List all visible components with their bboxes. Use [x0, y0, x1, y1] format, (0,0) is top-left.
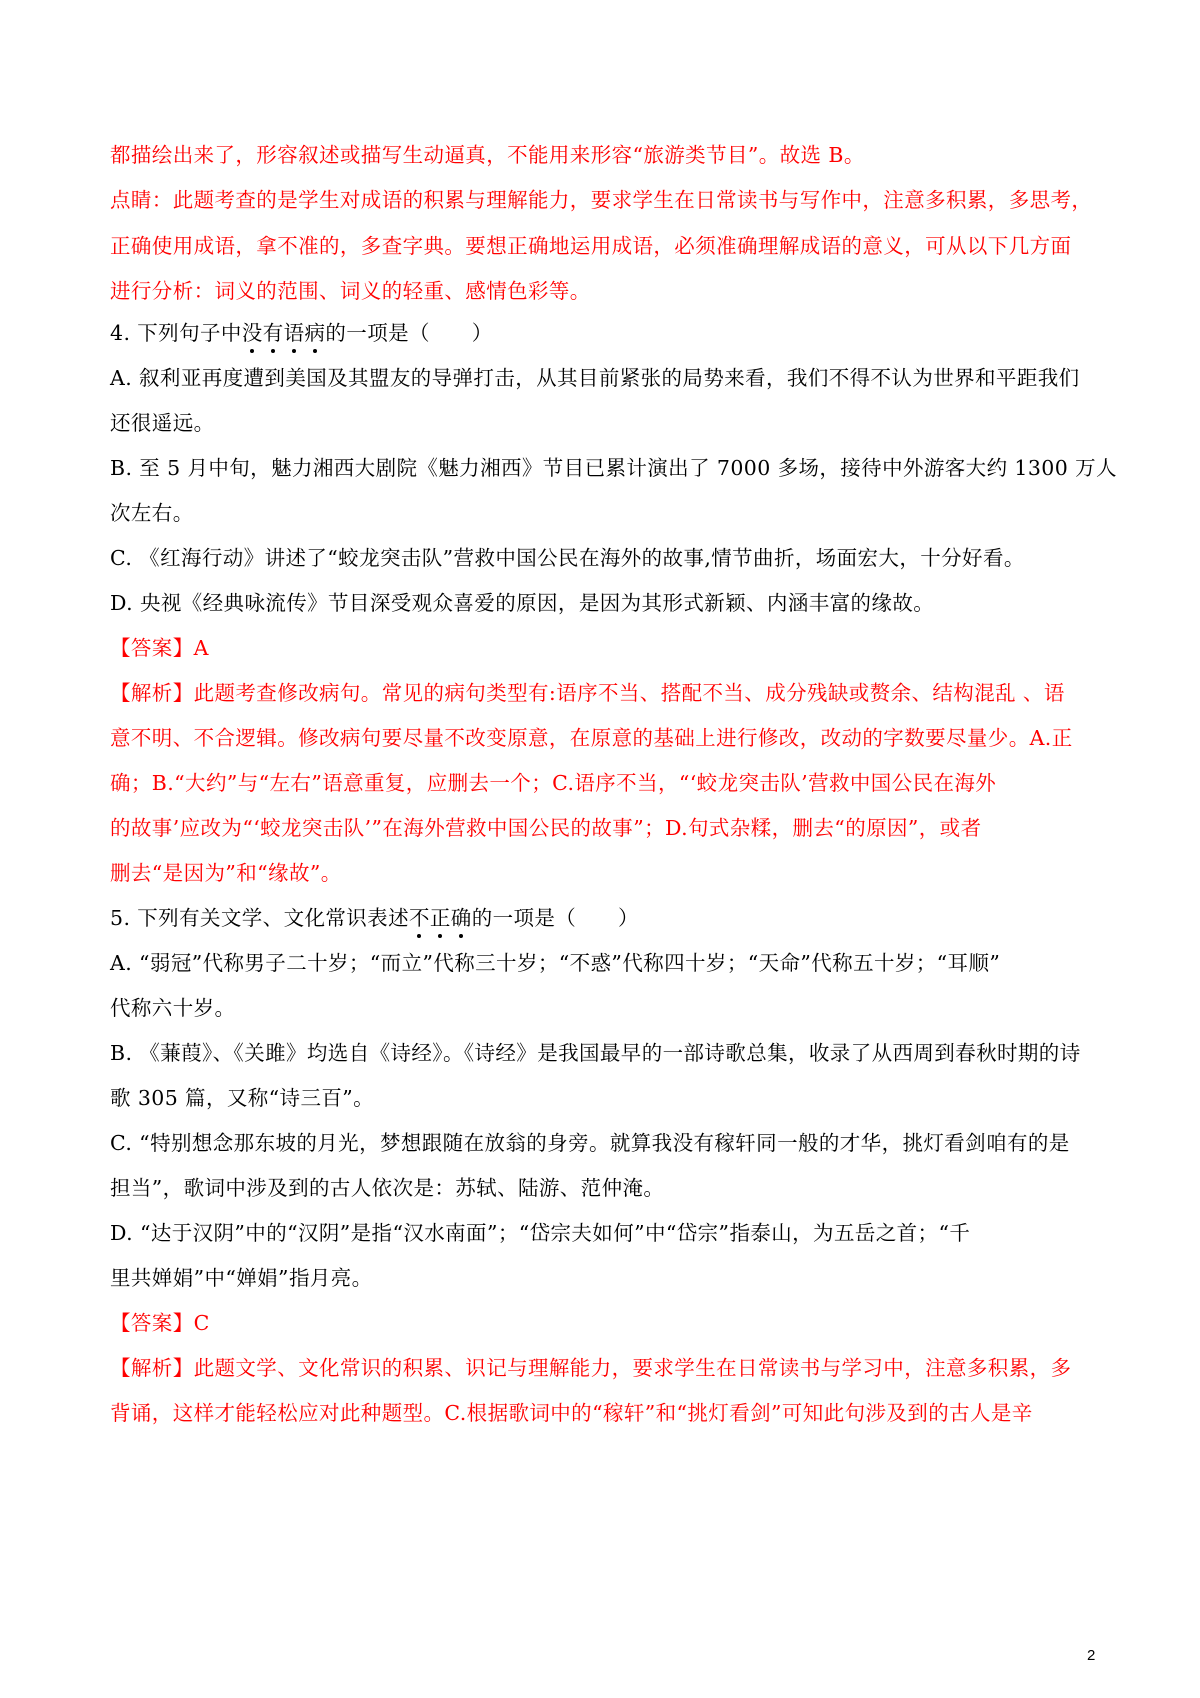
- q5-option-b-line-2: 歌 305 篇，又称“诗三百”。: [110, 1086, 375, 1110]
- q5-option-a-line-2: 代称六十岁。: [110, 996, 236, 1020]
- q5-option-c-line-1: C. “特别想念那东坡的月光，梦想跟随在放翁的身旁。就算我没有稼轩同一般的才华，挑灯看剑咱有的是: [110, 1131, 1070, 1155]
- q4-option-c: C. 《红海行动》讲述了“蛟龙突击队”营救中国公民在海外的故事,情节曲折，场面宏大，十分好看。: [110, 546, 1025, 570]
- q4-answer: 【答案】A: [110, 636, 209, 660]
- q4-emphasis-char: 语: [283, 321, 305, 345]
- q5-emphasis-char: 确: [450, 906, 472, 930]
- q5-explanation-line-2: 背诵，这样才能轻松应对此种题型。C.根据歌词中的“稼轩”和“挑灯看剑”可知此句涉及到的古人是辛: [110, 1401, 1033, 1425]
- q3-tip-line-1: 点睛：此题考查的是学生对成语的积累与理解能力，要求学生在日常读书与写作中，注意多积累，多思考，: [110, 188, 1093, 212]
- q4-stem-pre: 4. 下列句子中: [110, 321, 242, 345]
- q5-answer: 【答案】C: [110, 1311, 210, 1335]
- q5-option-d-line-1: D. “达于汉阴”中的“汉阴”是指“汉水南面”；“岱宗夫如何”中“岱宗”指泰山，为五岳之首；“千: [110, 1221, 971, 1245]
- page-number: 2: [1087, 1647, 1096, 1664]
- q4-stem-post: 的一项是（ ）: [325, 321, 493, 345]
- q4-emphasis-char: 有: [262, 321, 284, 345]
- q4-option-d: D. 央视《经典咏流传》节目深受观众喜爱的原因，是因为其形式新颖、内涵丰富的缘故。: [110, 591, 935, 615]
- q4-option-a-line-2: 还很遥远。: [110, 411, 215, 435]
- q5-stem-pre: 5. 下列有关文学、文化常识表述: [110, 906, 409, 930]
- q5-option-d-line-2: 里共婵娟”中“婵娟”指月亮。: [110, 1266, 373, 1290]
- q5-option-b-line-1: B. 《蒹葭》、《关雎》均选自《诗经》。《诗经》是我国最早的一部诗歌总集，收录了从西周到春秋时期的诗: [110, 1041, 1081, 1065]
- q4-explanation-line-1: 【解析】此题考查修改病句。常见的病句类型有:语序不当、搭配不当、成分残缺或赘余、结构混乱 、语: [110, 681, 1065, 705]
- q3-tip-line-2: 正确使用成语，拿不准的，多查字典。要想正确地运用成语，必须准确理解成语的意义，可从以下几方面: [110, 234, 1072, 258]
- q4-explanation-line-2: 意不明、不合逻辑。修改病句要尽量不改变原意，在原意的基础上进行修改，改动的字数要尽量少。A.正: [110, 726, 1073, 750]
- q4-emphasis-char: 没: [241, 321, 263, 345]
- q5-explanation-line-1: 【解析】此题文学、文化常识的积累、识记与理解能力，要求学生在日常读书与学习中，注意多积累，多: [110, 1356, 1072, 1380]
- q5-option-c-line-2: 担当”，歌词中涉及到的古人依次是：苏轼、陆游、范仲淹。: [110, 1176, 665, 1200]
- q5-emphasis-char: 正: [429, 906, 451, 930]
- q3-explanation-tail: 都描绘出来了，形容叙述或描写生动逼真，不能用来形容“旅游类节目”。故选 B。: [110, 143, 865, 167]
- q5-stem-post: 的一项是（ ）: [471, 906, 639, 930]
- q5-stem: [110, 903, 1100, 933]
- q4-emphasis-char: 病: [304, 321, 326, 345]
- q5-emphasis-char: 不: [408, 906, 430, 930]
- q4-option-a-line-1: A. 叙利亚再度遭到美国及其盟友的导弹打击，从其目前紧张的局势来看，我们不得不认为世界和平距我们: [110, 366, 1080, 390]
- q4-option-b-line-2: 次左右。: [110, 501, 194, 525]
- q3-tip-line-3: 进行分析：词义的范围、词义的轻重、感情色彩等。: [110, 279, 591, 303]
- q4-explanation-line-3: 确；B.“大约”与“左右”语意重复，应删去一个；C.语序不当，“‘蛟龙突击队’营救中国公民在海外: [110, 771, 997, 795]
- q4-stem: [110, 318, 1100, 348]
- q4-explanation-line-5: 删去“是因为”和“缘故”。: [110, 861, 342, 885]
- q4-option-b-line-1: B. 至 5 月中旬，魅力湘西大剧院《魅力湘西》节目已累计演出了 7000 多场，接待中外游客大约 1300 万人: [110, 456, 1117, 480]
- q4-explanation-line-4: 的故事’应改为“‘蛟龙突击队’”在海外营救中国公民的故事”；D.句式杂糅，删去“的原因”，或者: [110, 816, 982, 840]
- q5-option-a-line-1: A. “弱冠”代称男子二十岁；“而立”代称三十岁；“不惑”代称四十岁；“天命”代称五十岁；“耳顺”: [110, 951, 1001, 975]
